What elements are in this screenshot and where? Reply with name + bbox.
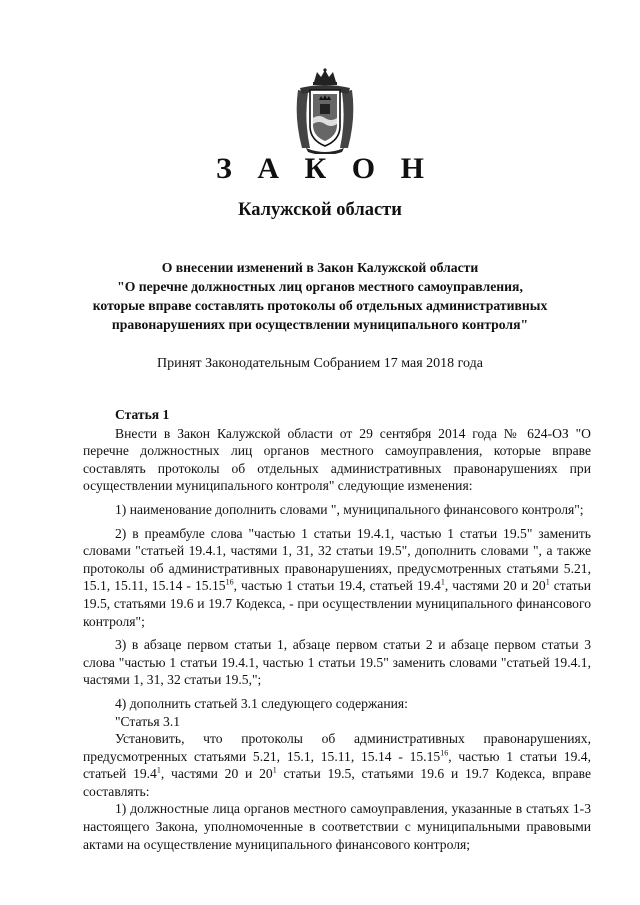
quoted-article-item-1: 1) должностные лица органов местного самоуправления, указанные в статьях 1-3 настоящего Закона, уполномоченные в соответствии с муниципальными правовыми актами на осуществление муниципального финансового контроля; (83, 801, 591, 852)
article-intro: Внести в Закон Калужской области от 29 сентября 2014 года № 624-ОЗ "О перечне должностных лиц органов местного самоуправления, которые вправе составлять протоколы об отдельных административных правонарушениях при осуществлении муниципального контроля" следующие изменения: (83, 425, 591, 494)
coat-of-arms-emblem (290, 68, 360, 154)
heading-line-3: которые вправе составлять протоколы об отдельных административных (92, 298, 548, 313)
region-name: Калужской области (238, 200, 402, 220)
law-body (83, 406, 591, 853)
amendment-item-2: 2) в преамбуле слова "частью 1 статьи 19.4.1, частью 1 статьи 19.5" заменить словами "статьей 19.4.1, частями 1, 31, 32 статьи 19.5", дополнить словами ", а также протоколы об административных правонарушениях, предусмотренных статьями 5.21, 15.1, 15.11, 15.14 - 15.15$^{16}$, частью 1 статьи 19.4, статьей 19.4$^1$, частями 20 и $20^1$ статьи 19.5, статьями 19.6 и 19.7 Кодекса, - при осуществлении муниципального финансового контроля"; (83, 525, 591, 629)
document-title: З А К О Н (216, 152, 433, 185)
heading-line-4: правонарушениях при осуществлении муниципального контроля" (111, 317, 529, 332)
heading-line-2: "О перечне должностных лиц органов местного самоуправления, (117, 279, 523, 294)
article-title: Статья 1 (115, 407, 170, 422)
amendment-item-4: 4) дополнить статьей 3.1 следующего содержания: (115, 695, 408, 711)
law-heading (60, 258, 580, 334)
quoted-article-title: "Статья 3.1 (115, 713, 181, 729)
adoption-note: Принят Законодательным Собранием 17 мая 2018 года (157, 356, 483, 371)
quoted-article-intro: Установить, что протоколы об административных правонарушениях, предусмотренных статьями 5.21, 15.1, 15.11, 15.14 - 15.15$^{16}$, частью 1 статьи 19.4, статьей 19.4$^1$, частями 20 и $20^1$ статьи 19.5, статьями 19.6 и 19.7 Кодекса, вправе составлять: (83, 731, 591, 799)
amendment-item-1: 1) наименование дополнить словами ", муниципального финансового контроля"; (115, 501, 584, 517)
heading-line-1: О внесении изменений в Закон Калужской области (161, 260, 479, 275)
amendment-item-3: 3) в абзаце первом статьи 1, абзаце первом статьи 2 и абзаце первом статьи 3 слова "частью 1 статьи 19.4.1, частью 1 статьи 19.5" заменить словами "статьей 19.4.1, частями 1, 31, 32 статьи 19.5,"; (83, 637, 591, 688)
